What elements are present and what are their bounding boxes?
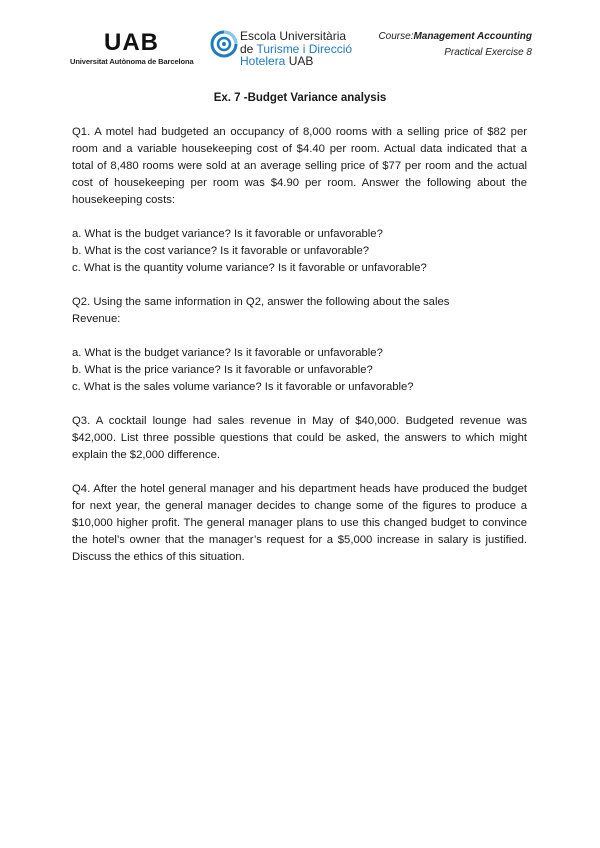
- school-name: [240, 30, 352, 68]
- q1-item-a: a. What is the budget variance? Is it favorable or unfavorable?: [72, 228, 383, 240]
- school-name-line3-suffix: UAB: [285, 54, 314, 68]
- q1-item-c: c. What is the quantity volume variance? Is it favorable or unfavorable?: [72, 262, 427, 274]
- uab-logo-subtitle: Universitat Autònoma de Barcelona: [70, 57, 194, 66]
- q2-text-line1: Q2. Using the same information in Q2, answer the following about the sales: [72, 296, 450, 308]
- q2-item-c: c. What is the sales volume variance? Is it favorable or unfavorable?: [72, 381, 414, 393]
- q2-item-b: b. What is the price variance? Is it favorable or unfavorable?: [72, 364, 373, 376]
- school-name-line2: Turisme i Direcció: [256, 41, 353, 56]
- course-info: [378, 29, 532, 61]
- page-title: Ex. 7 -Budget Variance analysis: [213, 92, 387, 104]
- school-name-line1: Escola Universitària: [240, 29, 347, 43]
- q1-item-b: b. What is the cost variance? Is it favorable or unfavorable?: [72, 245, 370, 257]
- uab-logo: [70, 30, 200, 68]
- course-name: Management Accounting: [413, 31, 532, 42]
- exercise-content: [72, 124, 527, 566]
- uab-logo-wordmark: UAB: [104, 29, 159, 56]
- q2-text-line2: Revenue:: [72, 313, 121, 325]
- school-swirl-icon: [210, 30, 238, 58]
- q4-text: Q4. After the hotel general manager and his department heads have produced the budget for next year, the general manager decides to change some of the figures to produce a $10,000 higher profit. The general manager plans to use this changed budget to convince the hotel’s owner that the manager’s request for a $5,000 increase in salary is justified. Discuss the ethics of this situation.: [72, 483, 527, 563]
- school-logo: [210, 30, 360, 70]
- exercise-label: Practical Exercise 8: [444, 47, 532, 58]
- q1-text: Q1. A motel had budgeted an occupancy of 8,000 rooms with a selling price of $82 per room and a variable housekeeping cost of $4.40 per room. Actual data indicated that a total of 8,480 rooms were sold at an average selling price of $77 per room and the actual cost of housekeeping per room was $4.90 per room. Answer the following about the housekeeping costs:: [72, 126, 527, 206]
- school-name-line3: Hotelera: [240, 54, 286, 68]
- course-label: Course:: [378, 31, 414, 42]
- q2-item-a: a. What is the budget variance? Is it favorable or unfavorable?: [72, 347, 383, 359]
- school-name-line2-prefix: de: [240, 41, 257, 56]
- q3-text: Q3. A cocktail lounge had sales revenue in May of $40,000. Budgeted revenue was $42,000. List three possible questions that could be asked, the answers to which might explain the $2,000 difference.: [72, 415, 527, 461]
